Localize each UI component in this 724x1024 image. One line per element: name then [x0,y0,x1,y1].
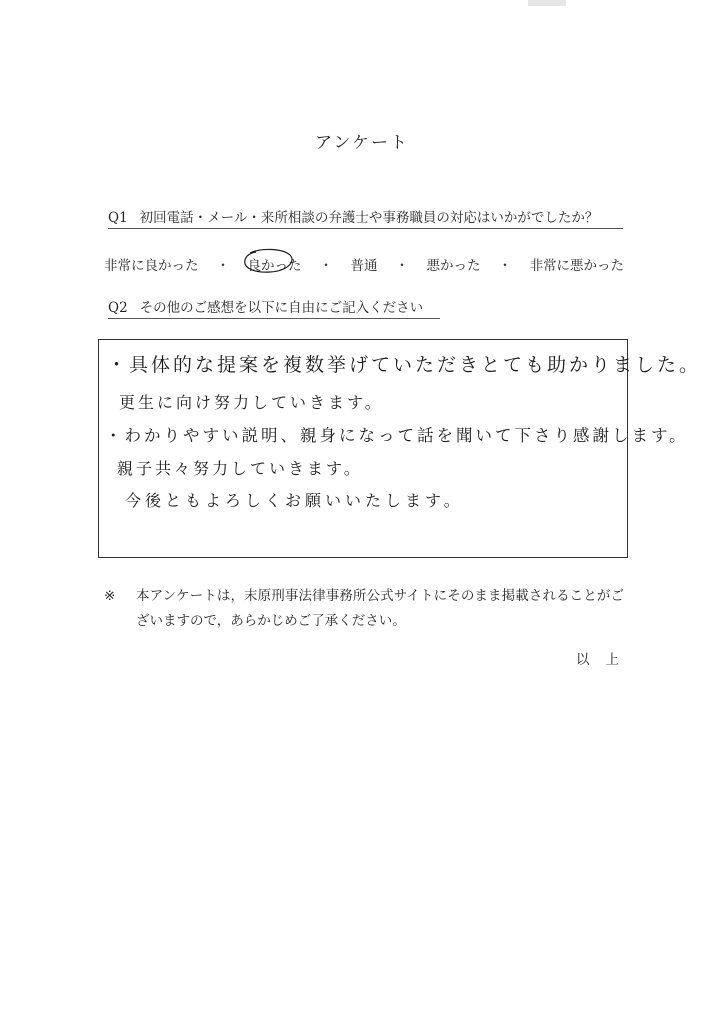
option-very-bad[interactable]: 非常に悪かった [529,258,624,274]
handwritten-answer-line: 今後ともよろしくお願いいたします。 [125,491,464,510]
question-1 [108,206,623,229]
handwritten-answer-line: ・具体的な提案を複数挙げていただきとても助かりました。 [107,354,702,376]
option-average[interactable]: 普通 [350,258,378,274]
question-1-text: 初回電話・メール・来所相談の弁護士や事務職員の対応はいかがでしたか？ [139,210,599,226]
handwritten-answer-line: 親子共々努力していきます。 [117,459,363,478]
closing-remark: 以上 [576,652,635,668]
question-2-number: Q2 [108,300,128,316]
option-separator: ・ [216,258,230,274]
handwritten-answer-line: 更生に向け努力していきます。 [119,393,384,412]
option-separator: ・ [319,258,333,274]
option-good-selected[interactable] [248,254,302,274]
option-very-good[interactable]: 非常に良かった [104,258,199,274]
question-1-number: Q1 [108,210,128,226]
question-1-options [104,254,624,274]
option-good-label: 良かった [247,258,302,274]
option-bad[interactable]: 悪かった [426,258,481,274]
publication-note [104,584,624,634]
question-2-text: その他のご感想を以下に自由にご記入ください [139,300,424,316]
option-separator: ・ [498,258,512,274]
free-answer-box[interactable] [98,339,702,558]
note-text: 本アンケートは，末原刑事法律事務所公式サイトにそのまま掲載されることがございますので，あらかじめご了承ください。 [136,588,624,629]
survey-title: アンケート [315,133,409,153]
note-mark: ※ [104,588,116,604]
handwritten-answer-line: ・わかりやすい説明、親身になって話を聞いて下さり感謝します。 [105,426,689,445]
scan-artifact [528,0,566,6]
question-2 [108,296,440,319]
option-separator: ・ [395,258,409,274]
